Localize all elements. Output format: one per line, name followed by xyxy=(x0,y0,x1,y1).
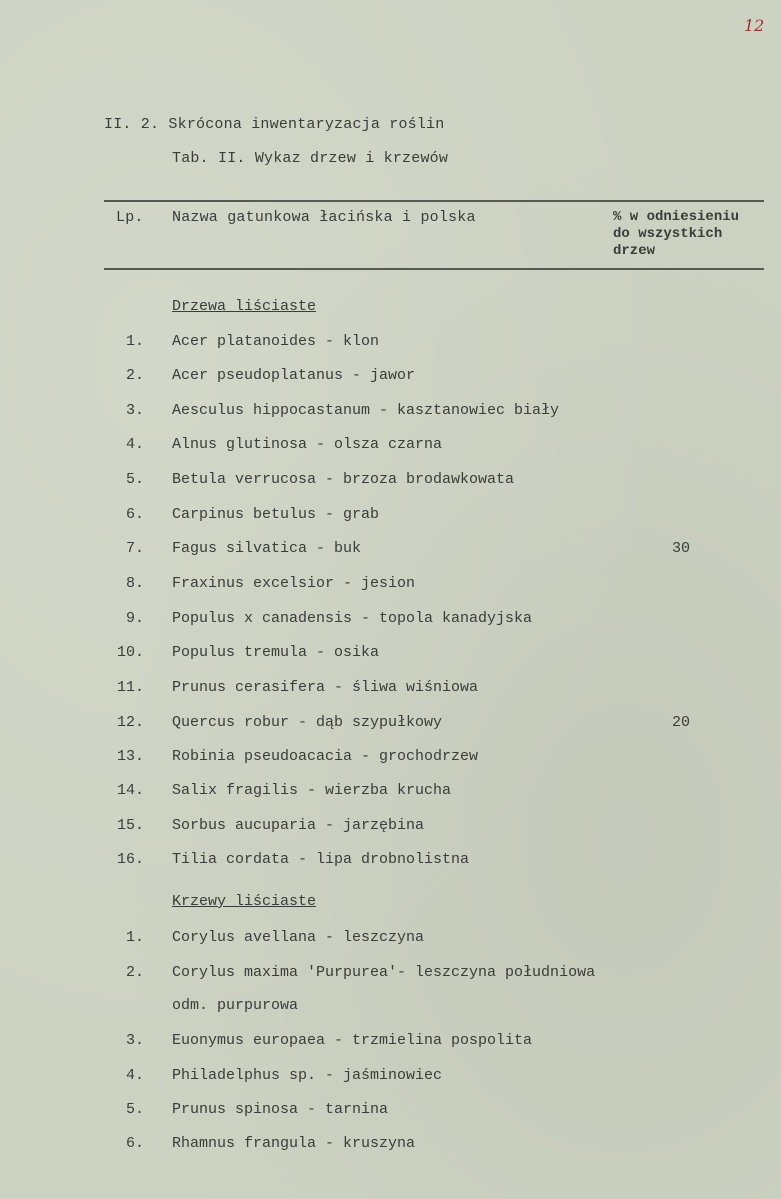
species-name: Prunus cerasifera - śliwa wiśniowa xyxy=(172,679,479,696)
species-percent: 30 xyxy=(672,540,691,557)
row-number: 7. xyxy=(125,540,144,557)
table-row xyxy=(0,610,781,630)
table-row xyxy=(0,540,781,560)
row-number: 8. xyxy=(125,575,144,592)
species-percent: 20 xyxy=(672,714,691,731)
table-row xyxy=(0,679,781,699)
table-row xyxy=(0,1135,781,1155)
table-row xyxy=(0,367,781,387)
row-number: 5. xyxy=(125,471,144,488)
species-name: Euonymus europaea - trzmielina pospolita xyxy=(172,1032,533,1049)
species-name: Corylus avellana - leszczyna xyxy=(172,929,425,946)
table-row xyxy=(0,575,781,595)
table-row xyxy=(0,851,781,871)
table-row xyxy=(0,782,781,802)
heading: II. 2. Skrócona inwentaryzacja roślin xyxy=(104,116,445,133)
row-number: 11. xyxy=(116,679,144,696)
species-name: Salix fragilis - wierzba krucha xyxy=(172,782,452,799)
table-row xyxy=(0,471,781,491)
table-top-rule xyxy=(104,200,764,202)
col-header-name: Nazwa gatunkowa łacińska i polska xyxy=(172,209,476,226)
table-row xyxy=(0,506,781,526)
species-name: Populus x canadensis - topola kanadyjska xyxy=(172,610,533,627)
table-row xyxy=(0,402,781,422)
species-name: Carpinus betulus - grab xyxy=(172,506,380,523)
table-row xyxy=(0,748,781,768)
table-row xyxy=(0,929,781,949)
table-row xyxy=(0,1032,781,1052)
species-name: Fraxinus excelsior - jesion xyxy=(172,575,416,592)
species-name: Rhamnus frangula - kruszyna xyxy=(172,1135,416,1152)
species-name: Alnus glutinosa - olsza czarna xyxy=(172,436,443,453)
table-header-rule xyxy=(104,268,764,270)
page-number: 12 xyxy=(744,16,765,35)
row-number: 15. xyxy=(116,817,144,834)
row-number: 2. xyxy=(125,367,144,384)
table-row xyxy=(0,1101,781,1121)
species-name: Quercus robur - dąb szypułkowy xyxy=(172,714,443,731)
row-number: 4. xyxy=(125,436,144,453)
row-number: 14. xyxy=(116,782,144,799)
row-number: 6. xyxy=(125,1135,144,1152)
species-name: Fagus silvatica - buk xyxy=(172,540,362,557)
species-name: Philadelphus sp. - jaśminowiec xyxy=(172,1067,443,1084)
species-name: Aesculus hippocastanum - kasztanowiec biały xyxy=(172,402,560,419)
row-number: 3. xyxy=(125,1032,144,1049)
species-name: Tilia cordata - lipa drobnolistna xyxy=(172,851,470,868)
species-name: Prunus spinosa - tarnina xyxy=(172,1101,389,1118)
species-name-continuation: odm. purpurowa xyxy=(172,997,299,1014)
row-number: 10. xyxy=(116,644,144,661)
table-row xyxy=(0,436,781,456)
species-name: Corylus maxima 'Purpurea'- leszczyna południowa xyxy=(172,964,596,981)
species-name: Populus tremula - osika xyxy=(172,644,380,661)
row-number: 13. xyxy=(116,748,144,765)
row-number: 3. xyxy=(125,402,144,419)
row-number: 1. xyxy=(125,333,144,350)
species-name: Acer platanoides - klon xyxy=(172,333,380,350)
species-name: Acer pseudoplatanus - jawor xyxy=(172,367,416,384)
row-number: 1. xyxy=(125,929,144,946)
row-number: 16. xyxy=(116,851,144,868)
row-number: 12. xyxy=(116,714,144,731)
species-name: Betula verrucosa - brzoza brodawkowata xyxy=(172,471,515,488)
table-row xyxy=(0,644,781,664)
col-header-lp: Lp. xyxy=(116,209,144,226)
species-name: Sorbus aucuparia - jarzębina xyxy=(172,817,425,834)
row-number: 5. xyxy=(125,1101,144,1118)
subheading: Tab. II. Wykaz drzew i krzewów xyxy=(172,150,449,167)
table-row xyxy=(0,817,781,837)
section-shrubs-title: Krzewy liściaste xyxy=(172,893,317,910)
table-row xyxy=(0,964,781,984)
table-row xyxy=(0,714,781,734)
row-number: 9. xyxy=(125,610,144,627)
row-number: 2. xyxy=(125,964,144,981)
table-row xyxy=(0,1067,781,1087)
species-name: Robinia pseudoacacia - grochodrzew xyxy=(172,748,479,765)
col-header-percent: % w odniesieniu do wszystkich drzew xyxy=(613,209,740,259)
section-trees-title: Drzewa liściaste xyxy=(172,298,317,315)
row-number: 6. xyxy=(125,506,144,523)
row-number: 4. xyxy=(125,1067,144,1084)
table-row xyxy=(0,333,781,353)
